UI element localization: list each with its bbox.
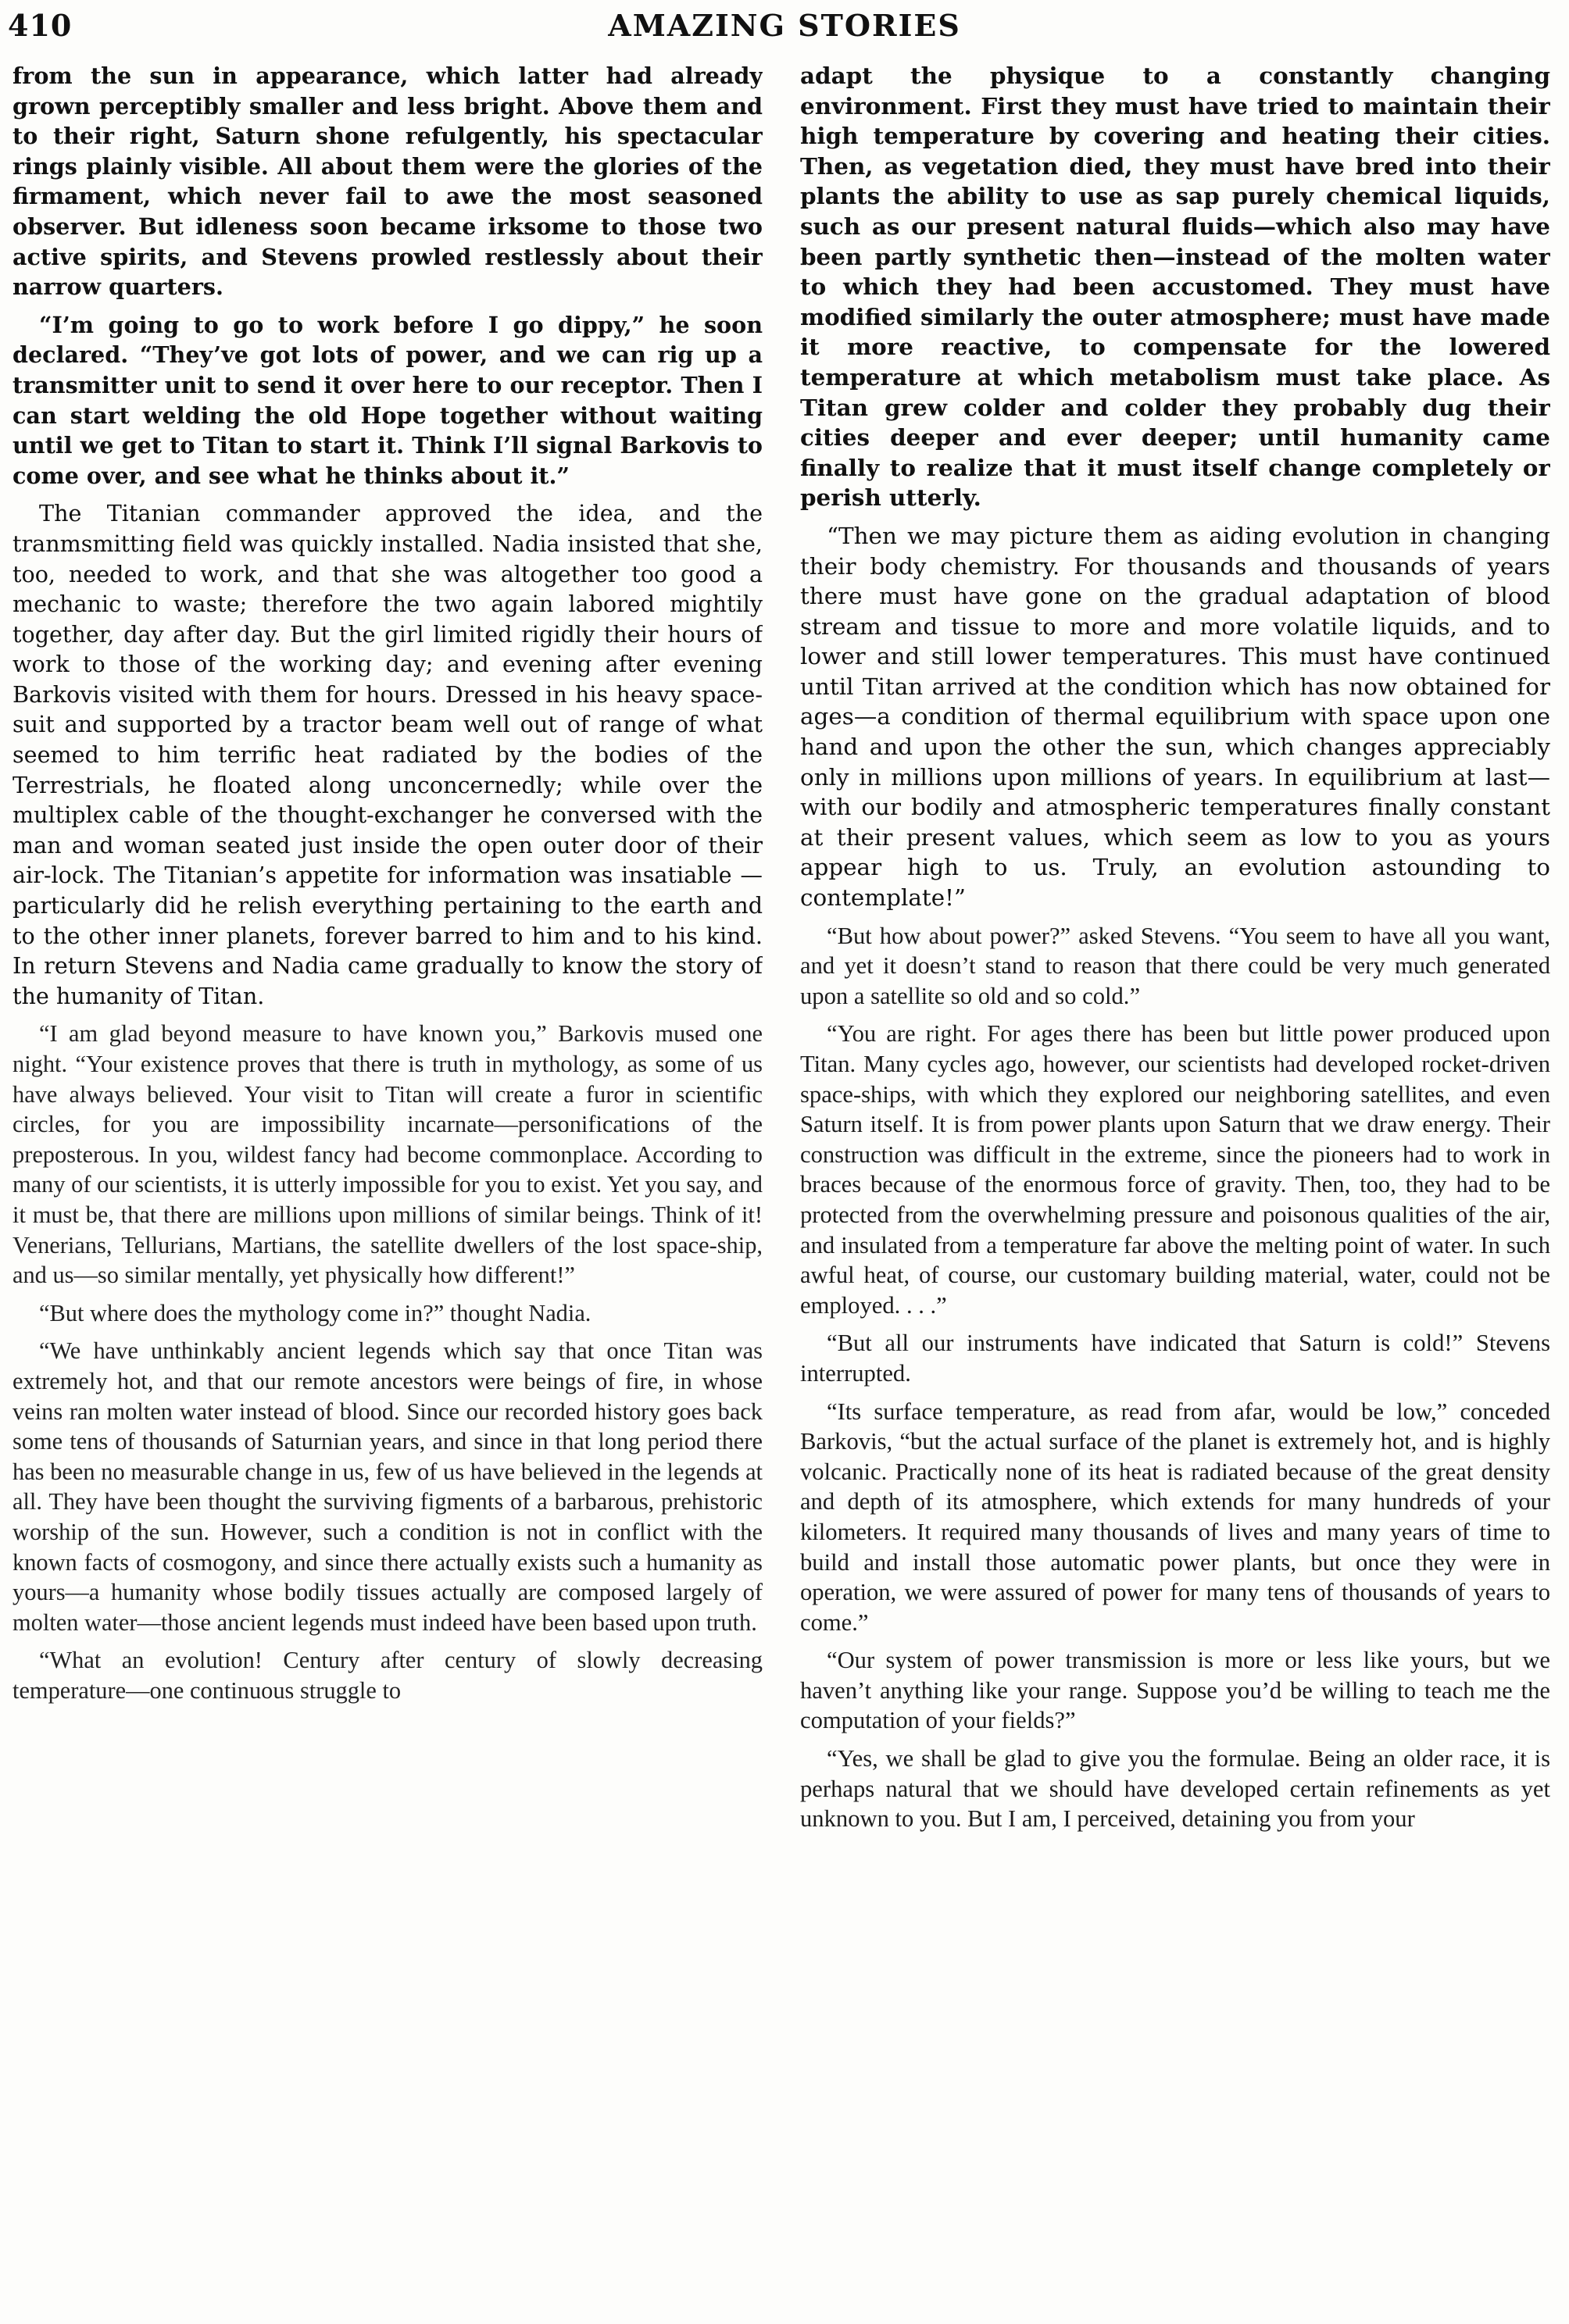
right-column: [800, 61, 1550, 2319]
paragraph: “But where does the mythology come in?” thought Nadia.: [39, 1299, 592, 1326]
paragraph: adapt the physique to a constantly changing environment. First they must have tried to maintain their high temperature by covering and heating their cities. Then, as vegetation died, they must have bred into their plants the ability to use as sap purely chemical liquids, such as our present natural fluids—which also may have been partly synthetic then—instead of the molten water to which they had been accustomed. They must have modified similarly the outer atmosphere; must have made it more reactive, to compensate for the lowered temperature at which metabolism must take place. As Titan grew colder and colder they probably dug their cities deeper and ever deeper; until humanity came finally to realize that it must itself change completely or perish utterly.: [800, 62, 1550, 512]
running-title: AMAZING STORIES: [608, 8, 961, 43]
paragraph: “But how about power?” asked Stevens. “You seem to have all you want, and yet it doesn’t stand to reason that there could be very much generated upon a satellite so old and so cold.”: [800, 922, 1550, 1009]
paragraph: “Then we may picture them as aiding evolution in changing their body chemistry. For thousands and thousands of years there must have gone on the gradual adaptation of blood stream and tissue to more and more volatile liquids, and to lower and still lower temperatures. This must have continued until Titan arrived at the condition which has now obtained for ages—a condition of thermal equilibrium with space upon one hand and upon the other the sun, which changes appreciably only in millions upon millions of years. In equilibrium at last—with our bodily and atmospheric temperatures finally constant at their present values, which seem as low to you as yours appear high to us. Truly, an evolution astounding to contemplate!”: [800, 522, 1550, 912]
paragraph: “I am glad beyond measure to have known you,” Barkovis mused one night. “Your existence proves that there is truth in mythology, as some of us have always believed. Your visit to Titan will create a furor in scientific circles, for you are impossibility incarnate—personifications of the preposterous. In you, wildest fancy had become commonplace. According to many of our scientists, it is utterly impossible for you to exist. Yet you say, and it must be, that there are millions upon millions of similar beings. Think of it! Venerians, Tellurians, Martians, the satellite dwellers of the lost space-ship, and us—so similar mentally, yet physically how different!”: [13, 1020, 763, 1289]
page-number: 410: [8, 8, 73, 43]
paragraph: “What an evolution! Century after century of slowly decreasing temperature—one continuous struggle to: [13, 1647, 763, 1704]
left-column: [13, 61, 763, 2319]
paragraph: from the sun in appearance, which latter had already grown perceptibly smaller and less bright. Above them and to their right, Saturn shone refulgently, his spectacular rings plainly visible. All about them were the glories of the firmament, which never fail to awe the most seasoned observer. But idleness soon became irksome to those two active spirits, and Stevens prowled restlessly about their narrow quarters.: [13, 62, 763, 301]
paragraph: “But all our instruments have indicated that Saturn is cold!” Stevens interrupted.: [800, 1330, 1550, 1387]
page-header: [0, 5, 1569, 55]
paragraph: “Its surface temperature, as read from afar, would be low,” conceded Barkovis, “but the actual surface of the planet is extremely hot, and is highly volcanic. Practically none of its heat is radiated because of the great density and depth of its atmosphere, which extends for many hundreds of your kilometers. It required many thousands of lives and many years of time to build and install those automatic power plants, but once they were in operation, we were assured of power for many tens of thousands of years to come.”: [800, 1398, 1550, 1636]
paragraph: “Yes, we shall be glad to give you the formulae. Being an older race, it is perhaps natural that we should have developed certain refinements as yet unknown to you. But I am, I perceived, detaining you from your: [800, 1745, 1550, 1833]
paragraph: “Our system of power transmission is more or less like yours, but we haven’t anything like your range. Suppose you’d be willing to teach me the computation of your fields?”: [800, 1647, 1550, 1734]
paragraph: “We have unthinkably ancient legends which say that once Titan was extremely hot, and that our remote ancestors were beings of fire, in whose veins ran molten water instead of blood. Since our recorded history goes back some tens of thousands of Saturnian years, and since in that long period there has been no measurable change in us, few of us have believed in the legends at all. They have been thought the surviving figments of a barbarous, prehistoric worship of the sun. However, such a condition is not in conflict with the known facts of cosmogony, and since there actually exists such a humanity as yours—a humanity whose bodily tissues actually are composed largely of molten water—those ancient legends must indeed have been based upon truth.: [13, 1337, 763, 1636]
paragraph: “You are right. For ages there has been but little power produced upon Titan. Many cycles ago, however, our scientists had developed rocket-driven space-ships, with which they explored our neighboring satellites, and even Saturn itself. It is from power plants upon Saturn that we draw energy. Their construction was difficult in the extreme, since the pioneers had to work in braces because of the enormous force of gravity. Then, too, they had to be protected from the overwhelming pressure and poisonous qualities of the air, and insulated from a temperature far above the melting point of water. In such awful heat, of course, our customary building material, water, could not be employed. . . .”: [800, 1020, 1550, 1319]
paragraph: The Titanian commander approved the idea, and the tranmsmitting field was quickly installed. Nadia insisted that she, too, needed to work, and that she was altogether too good a mechanic to waste; therefore the two again labored mightily together, day after day. But the girl limited rigidly their hours of work to those of the working day; and evening after evening Barkovis visited with them for hours. Dressed in his heavy space-suit and supported by a tractor beam well out of range of what seemed to him terrific heat radiated by the bodies of the Terrestrials, he floated along unconcernedly; while over the multiplex cable of the thought-exchanger he conversed with the man and woman seated just inside the open outer door of their air-lock. The Titanian’s appetite for information was insatiable —particularly did he relish everything pertaining to the earth and to the other inner planets, forever barred to him and to his kind. In return Stevens and Nadia came gradually to know the story of the humanity of Titan.: [13, 500, 763, 1009]
paragraph: “I’m going to go to work before I go dippy,” he soon declared. “They’ve got lots of power, and we can rig up a transmitter unit to send it over here to our receptor. Then I can start welding the old Hope together without waiting until we get to Titan to start it. Think I’ll signal Barkovis to come over, and see what he thinks about it.”: [13, 311, 763, 489]
